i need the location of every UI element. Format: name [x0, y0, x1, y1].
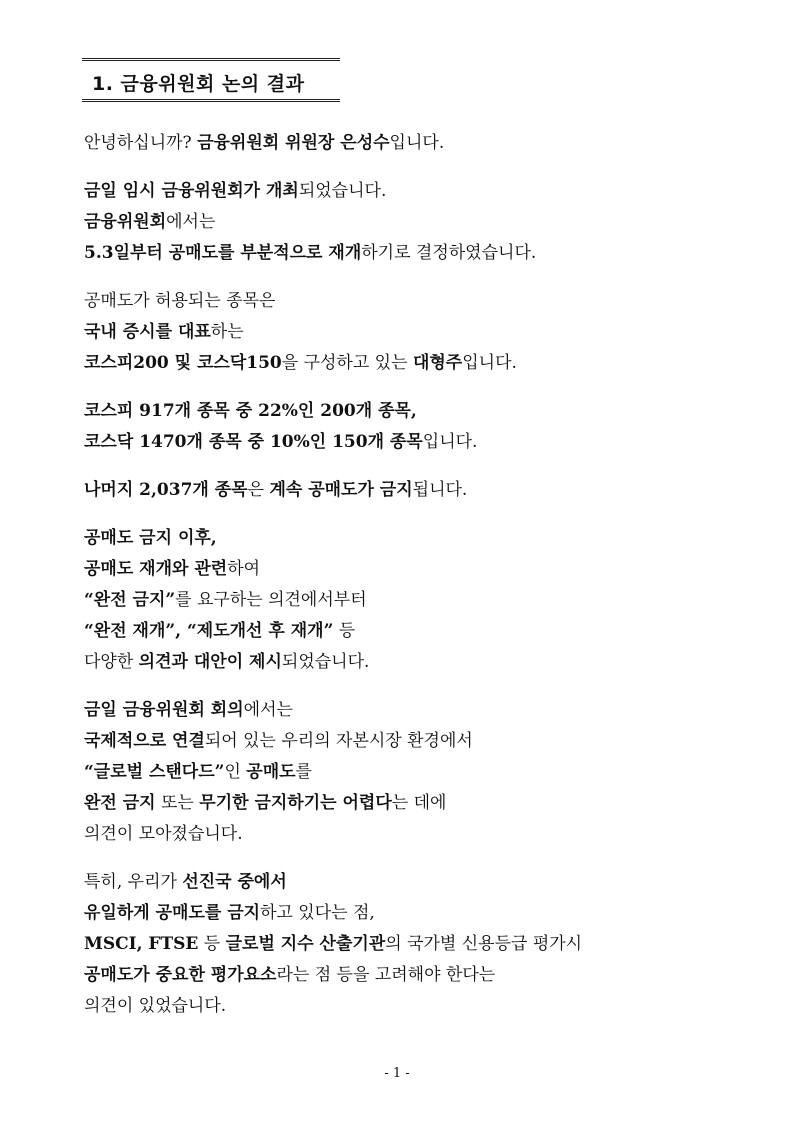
- text-segment: 등: [198, 934, 226, 954]
- paragraph: [84, 695, 724, 850]
- text-line: [84, 898, 724, 929]
- paragraph: [84, 475, 724, 506]
- paragraph: [84, 128, 724, 159]
- text-segment: 하기로 결정하였습니다.: [361, 243, 537, 263]
- bold-text-segment: 대형주: [412, 353, 463, 373]
- bold-text-segment: 금일 임시 금융위원회가 개최: [84, 181, 299, 201]
- bold-text-segment: 코스피200 및 코스닥150: [84, 353, 282, 373]
- bold-text-segment: 금일 금융위원회 회의: [84, 700, 244, 720]
- text-line: [84, 286, 724, 317]
- text-segment: 입니다.: [462, 353, 517, 373]
- text-line: [84, 867, 724, 898]
- text-segment: 에서는: [243, 700, 293, 720]
- bold-text-segment: 글로벌 지수 산출기관: [225, 934, 386, 954]
- text-segment: 특히, 우리가: [84, 872, 183, 892]
- section-heading: 1. 금융위원회 논의 결과: [92, 73, 305, 95]
- section-heading-box: [82, 58, 340, 102]
- bold-text-segment: 금융위원회: [84, 212, 167, 232]
- text-segment: 다양한: [84, 652, 139, 672]
- bold-text-segment: 공매도 금지 이후,: [84, 528, 217, 548]
- bold-text-segment: MSCI, FTSE: [84, 934, 199, 954]
- text-line: [84, 991, 724, 1022]
- text-line: [84, 929, 724, 960]
- paragraph: [84, 523, 724, 678]
- text-line: [84, 348, 724, 379]
- bold-text-segment: 코스닥 1470개 종목 중 10%인 150개 종목: [84, 432, 423, 452]
- text-segment: 의견이 있었습니다.: [84, 996, 227, 1016]
- text-line: [84, 176, 724, 207]
- bold-text-segment: 코스피 917개 종목 중 22%인 200개 종목,: [84, 401, 417, 421]
- text-segment: 또는: [155, 793, 200, 813]
- bold-text-segment: 5.3일부터 공매도를 부분적으로 재개: [84, 243, 362, 263]
- text-segment: 의 국가별 신용등급 평가시: [385, 934, 583, 954]
- text-segment: 을 구성하고 있는: [281, 353, 413, 373]
- paragraph: [84, 286, 724, 379]
- text-line: [84, 317, 724, 348]
- bold-text-segment: 완전 금지: [84, 793, 156, 813]
- text-segment: 에서는: [166, 212, 216, 232]
- text-line: [84, 238, 724, 269]
- text-segment: 의견이 모아졌습니다.: [84, 824, 243, 844]
- bold-text-segment: 유일하게 공매도를 금지: [84, 903, 261, 923]
- document-body: [84, 128, 724, 1039]
- paragraph: [84, 396, 724, 458]
- bold-text-segment: 공매도: [246, 762, 296, 782]
- bold-text-segment: 공매도가 중요한 평가요소: [84, 965, 277, 985]
- bold-text-segment: “완전 금지”: [84, 590, 176, 610]
- bold-text-segment: 계속 공매도가 금지: [269, 480, 413, 500]
- bold-text-segment: 국내 증시를 대표: [84, 322, 211, 342]
- bold-text-segment: 선진국 중에서: [182, 872, 287, 892]
- text-line: [84, 695, 724, 726]
- text-line: [84, 554, 724, 585]
- bold-text-segment: 금융위원회 위원장 은성수: [197, 133, 390, 153]
- text-segment: 입니다.: [389, 133, 445, 153]
- text-line: [84, 523, 724, 554]
- text-segment: 되었습니다.: [298, 181, 387, 201]
- text-line: [84, 960, 724, 991]
- text-segment: 라는 점 등을 고려해야 한다는: [276, 965, 496, 985]
- bold-text-segment: 국제적으로 연결: [84, 731, 205, 751]
- text-segment: 를 요구하는 의견에서부터: [175, 590, 367, 610]
- text-line: [84, 475, 724, 506]
- text-line: [84, 647, 724, 678]
- text-line: [84, 128, 724, 159]
- text-line: [84, 757, 724, 788]
- text-line: [84, 726, 724, 757]
- page-number: - 1 -: [384, 1066, 410, 1081]
- text-segment: 입니다.: [422, 432, 478, 452]
- text-segment: 는 데에: [391, 793, 447, 813]
- text-line: [84, 819, 724, 850]
- bold-text-segment: 무기한 금지하기는 어렵다: [199, 793, 392, 813]
- text-segment: 를: [295, 762, 312, 782]
- text-line: [84, 427, 724, 458]
- text-segment: 안녕하십니까?: [84, 133, 198, 153]
- bold-text-segment: 공매도 재개와 관련: [84, 559, 228, 579]
- paragraph: [84, 176, 724, 269]
- text-segment: 되었습니다.: [281, 652, 370, 672]
- text-segment: 등: [333, 621, 356, 641]
- text-line: [84, 585, 724, 616]
- bold-text-segment: “글로벌 스탠다드”: [84, 762, 225, 782]
- text-segment: 공매도가 허용되는 종목은: [84, 291, 276, 311]
- paragraph: [84, 867, 724, 1022]
- text-segment: 됩니다.: [412, 480, 468, 500]
- text-line: [84, 788, 724, 819]
- bold-text-segment: 의견과 대안이 제시: [138, 652, 282, 672]
- text-segment: 인: [224, 762, 247, 782]
- text-line: [84, 616, 724, 647]
- text-segment: 은: [247, 480, 270, 500]
- bold-text-segment: 나머지 2,037개 종목: [84, 480, 248, 500]
- text-segment: 되어 있는 우리의 자본시장 환경에서: [204, 731, 473, 751]
- text-segment: 하여: [227, 559, 261, 579]
- text-line: [84, 396, 724, 427]
- text-segment: 하는: [210, 322, 244, 342]
- text-line: [84, 207, 724, 238]
- text-segment: 하고 있다는 점,: [260, 903, 375, 923]
- bold-text-segment: “완전 재개”, “제도개선 후 재개”: [84, 621, 334, 641]
